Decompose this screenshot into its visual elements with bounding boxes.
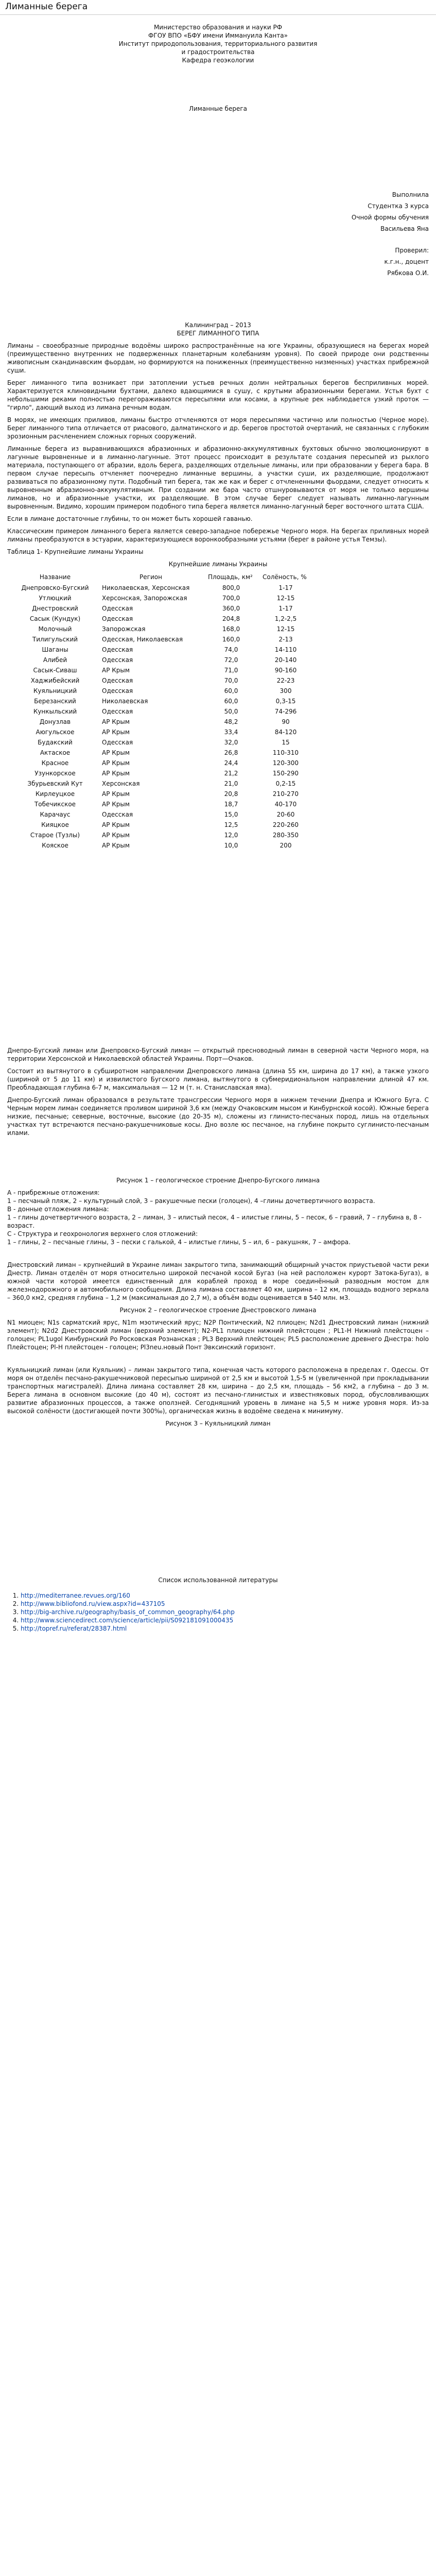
cell-salinity: 210-270 [272, 790, 299, 798]
department-line: Кафедра геоэкологии [182, 57, 254, 64]
cell-name: Донузлав [39, 718, 71, 725]
university-line: ФГОУ ВПО «БФУ имени Иммануила Канта» [148, 32, 288, 39]
cell-area: 12,5 [224, 821, 238, 828]
cell-area: 15,0 [224, 811, 238, 818]
reference-item [21, 1608, 429, 1616]
cell-area: 48,2 [224, 718, 238, 725]
figure-1-caption: Рисунок 1 – геологическое строение Днепро-Бугского лимана [116, 1177, 320, 1184]
cell-area: 74,0 [224, 646, 238, 653]
cell-area: 33,4 [224, 728, 238, 736]
author-form: Очной формы обучения [351, 214, 429, 221]
cell-region: Одесская [102, 677, 133, 684]
cell-name: Узункорское [34, 770, 76, 777]
author-block [7, 189, 429, 234]
cell-name: Хаджибейский [30, 677, 80, 684]
cell-name: Кункыльский [33, 708, 77, 715]
cell-region: Одесская [102, 708, 133, 715]
reviewer-label: Проверил: [395, 247, 429, 254]
cell-salinity: 12-15 [276, 625, 295, 633]
cell-region: АР Крым [102, 749, 130, 756]
cell-name: Красное [41, 759, 69, 767]
cell-region: Одесская [102, 656, 133, 664]
reference-link[interactable]: http://www.sciencedirect.com/science/article/pii/S092181091000435 [21, 1617, 234, 1624]
cell-region: Одесская [102, 739, 133, 746]
cell-name: Шаганы [42, 646, 68, 653]
cell-salinity: 0,3-15 [275, 698, 296, 705]
reference-link[interactable]: http://mediterranee.revues.org/160 [21, 1592, 130, 1599]
table-row [12, 748, 313, 758]
cell-name: Куяльницкий [33, 687, 77, 694]
table-title: Крупнейшие лиманы Украины [168, 561, 268, 568]
author-label: Выполнила [392, 191, 429, 198]
cell-area: 21,2 [224, 770, 238, 777]
cell-name: Кояское [42, 842, 68, 849]
reference-link[interactable]: http://topref.ru/referat/28387.html [21, 1625, 127, 1632]
cell-region: АР Крым [102, 801, 130, 808]
cell-region: АР Крым [102, 728, 130, 736]
cell-name: Сасык (Кундук) [29, 615, 81, 622]
cell-salinity: 300 [280, 687, 292, 694]
cell-region: Одесская, Николаевская [102, 636, 183, 643]
paragraph: Лиманные берега из выравнивающихся абразионных и абразионно-аккумулятивных бухтовых обычно эволюционируют в лагунные выровненные и в лиманно-лагунные. Этот процесс происходит в результате создания пересыпей из рыхлого материала, поступающего от абразии, вдоль берега, разделяющих отдельные лиманы, или при образовании у берега бара. В первом случае пересыпь отчленяет поочередно лиманные вершины, а участки суши, их разделяющие, продолжают развиваться по абразионному пути. Подобный тип берега, так же как и берег с отчлененными фьордами, следует относить к выровненным абразионно-аккумулятивным. При создании же бара часто отшнуровываются от моря не только вершины лиманов, но и абразионные участки, их разделяющие. В этом случае берег следует называть лиманно-лагунным выровненным. Видимо, хорошим примером подобного типа берега является лиманно-лагунный берег восточного штата США. [7, 445, 429, 510]
cell-area: 18,7 [224, 801, 238, 808]
cell-area: 70,0 [224, 677, 238, 684]
cell-region: АР Крым [102, 770, 130, 777]
figure-note: В - донные отложения лимана: [7, 1206, 109, 1213]
cell-region: Николаевская, Херсонская [102, 584, 190, 591]
table-row [12, 614, 313, 624]
table-row [12, 717, 313, 727]
figure-note: 1 – песчаный пляж, 2 – культурный слой, 3 – ракушечные пески (голоцен), 4 –глины дочетвертичного возраста. [7, 1197, 375, 1205]
paragraph: Состоит из вытянутого в субширотном направлении Днепровского лимана (длина 55 км, ширина до 17 км), а также узкого (шириной от 5 до 11 км) и извилистого Бугского лимана, вытянутого в субмеридиональном направлении длиной 47 км. Преобладающая глубина 6-7 м, максимальная — 12 м (т. н. Станиславская яма). [7, 1067, 429, 1091]
figure-1-notes [7, 1189, 429, 1246]
cell-area: 204,8 [222, 615, 240, 622]
cell-area: 800,0 [222, 584, 240, 591]
cell-name: Кирлеуцкое [35, 790, 75, 798]
cell-name: Тилигульский [32, 636, 78, 643]
cell-name: Сасык-Сиваш [33, 667, 77, 674]
table-row [12, 830, 313, 840]
column-header-region: Регион [139, 573, 162, 581]
cell-salinity: 120-300 [272, 759, 299, 767]
table-header-row [12, 571, 313, 583]
table-row [12, 840, 313, 851]
references-list [7, 1591, 429, 1633]
cell-salinity: 1-17 [278, 584, 293, 591]
author-name: Васильева Яна [380, 225, 429, 232]
title-page-header [7, 23, 429, 64]
work-title: Лиманные берега [188, 105, 248, 112]
cell-region: АР Крым [102, 718, 130, 725]
table-row [12, 706, 313, 717]
cell-region: Николаевская [102, 698, 148, 705]
paragraph: Днепро-Бугский лиман или Днепровско-Бугский лиман — открытый пресноводный лиман в северной части Черного моря, на территории Херсонской и Николаевской областей Украины. Порт—Очаков. [7, 1047, 429, 1062]
table-row [12, 686, 313, 696]
cell-salinity: 14-110 [274, 646, 297, 653]
cell-name: Аюгульское [36, 728, 75, 736]
cell-area: 160,0 [222, 636, 240, 643]
reviewer-block [7, 245, 429, 279]
paragraph: Если в лимане достаточные глубины, то он может быть хорошей гаванью. [7, 515, 253, 522]
figure-3-caption: Рисунок 3 – Куяльницкий лиман [165, 1420, 271, 1427]
cell-area: 32,0 [224, 739, 238, 746]
cell-name: Березанский [34, 698, 76, 705]
cell-area: 26,8 [224, 749, 238, 756]
document-page [0, 15, 436, 1633]
reference-item [21, 1591, 429, 1600]
cell-name: Утлюцкий [39, 595, 72, 602]
paragraph: Берег лиманного типа возникает при затоплении устьев речных долин нейтральных берегов бесприливных морей. Характеризуется клиновидными бухтами, далеко вдающимися в сушу, с крутыми абразионными берегами. Устья бухт с небольшими реками полностью перегораживаются пересыпями или косами, а крупные рек наблюдается узкий проток — "гирло", дающий выход из лимана речным водам. [7, 379, 429, 411]
cell-region: Одесская [102, 615, 133, 622]
cell-salinity: 1,2-2,5 [274, 615, 297, 622]
cell-salinity: 110-310 [272, 749, 299, 756]
cell-region: Херсонская, Запорожская [102, 595, 187, 602]
ministry-line: Министерство образования и науки РФ [153, 24, 283, 31]
reference-link[interactable]: http://www.bibliofond.ru/view.aspx?id=437105 [21, 1600, 165, 1607]
cell-region: Одесская [102, 605, 133, 612]
reference-link[interactable]: http://big-archive.ru/geography/basis_of_common_geography/64.php [21, 1608, 235, 1616]
paragraph: Классическим примером лиманного берега является северо-западное побережье Черного моря. На берегах приливных морей лиманы преобразуются в эстуарии, характеризующиеся воронкообразными устьями (берег в районе устья Темзы). [7, 528, 429, 543]
cell-region: Одесская [102, 687, 133, 694]
cell-area: 21,0 [224, 780, 238, 787]
author-course: Студентка 3 курса [368, 202, 429, 210]
figure-2-notes: N1 миоцен; N1s сарматский ярус, N1m мэотический ярус; N2P Понтический, N2 плиоцен; N2d1 Днестровский лиман (нижний элемент); N2d2 Днестровский лиман (верхний элемент); N2-PL1 плиоцен нижний плейстоцен ; PL1-H Нижний плейстоцен – голоцен; PL1ugol Кинбурнский Ро Росковская Рознанская ; PL3 Верхний плейстоцен; PL5 расположение древнего Днестра: holo Плейстоцен; Pl-H плейстоцен - голоцен; Pl3neu.новый Понт Эвксинский горизонт. [7, 1319, 429, 1351]
cell-region: АР Крым [102, 667, 130, 674]
table-row [12, 583, 313, 593]
cell-area: 24,4 [224, 759, 238, 767]
section-title: БЕРЕГ ЛИМАННОГО ТИПА [177, 330, 259, 337]
table-caption: Таблица 1- Крупнейшие лиманы Украины [7, 548, 144, 555]
table-row [12, 665, 313, 675]
table-row [12, 696, 313, 706]
paragraph: В морях, не имеющих приливов, лиманы быстро отчленяются от моря пересыпями частично или полностью (Черное море). Берег лиманного типа отличается от риасового, далматинского и др. берегов простотой очертаний, не связанных с глубоким эрозионным расчленением сложных горных сооружений. [7, 416, 429, 440]
cell-salinity: 0,2-15 [275, 780, 296, 787]
cell-region: АР Крым [102, 821, 130, 828]
cell-salinity: 20-60 [276, 811, 295, 818]
paragraph: Куяльницкий лиман (или Куяльник) – лиман закрытого типа, конечная часть которого расположена в пределах г. Одессы. От моря он отделён песчано-ракушечниковой пересыпью шириной от 2,5 км и высотой 1,5-5 м (увеличенной при прокладывании транспортных магистралей). Длина лимана составляет 28 км, ширина – до 2,5 км, площадь – 56 км2, а глубина – до 3 м. Берега лимана в основном высокие (до 40 м), состоят из песчано-глинистых и известняковых пород, обусловливающих развитие абразионных процессов, а также оползней. Сегодняшний уровень в лимане на 5,5 м ниже уровня моря. Из-за высокой солёности (достигающей почти 300‰), органическая жизнь в водоёме сведена к минимуму. [7, 1366, 429, 1415]
cell-name: Тобечикское [34, 801, 76, 808]
spacer [7, 851, 429, 1046]
cell-salinity: 40-170 [274, 801, 297, 808]
cell-region: Одесская [102, 811, 133, 818]
figure-note: 1 – глины дочетвертичного возраста, 2 – лиман, 3 – илистый песок, 4 – илистые глины, 5 – песок, 6 – гравий, 7 – глубина в, 8 - возраст. [7, 1214, 422, 1229]
table-row [12, 789, 313, 799]
table-row [12, 758, 313, 768]
paragraph: Днепро-Бугский лиман образовался в результате трансгрессии Черного моря в нижнем течении Днепра и Южного Буга. С Черным морем лиман соединяется проливом шириной 3,6 км (между Очаковским мысом и Кинбурнской косой). Южные берега низкие, песчаные; северные, восточные, высокие (до 20-35 м), сложены из глинисто-песчаных пород, лишь на отдельных участках тут встречаются песчано-ракушечниковые косы. Дно возле юс песчаное, на глубине покрыто суглинисто-песчаным илами. [7, 1096, 429, 1137]
table-row [12, 820, 313, 830]
cell-name: Кияцкое [41, 821, 69, 828]
table-row [12, 655, 313, 665]
reference-item [21, 1600, 429, 1608]
table-row [12, 624, 313, 634]
figure-note: А - прибрежные отложения: [7, 1189, 100, 1196]
reference-item [21, 1616, 429, 1624]
cell-area: 168,0 [222, 625, 240, 633]
cell-area: 700,0 [222, 595, 240, 602]
cell-salinity: 280-350 [272, 832, 299, 839]
cell-area: 72,0 [224, 656, 238, 664]
cell-name: Старое (Тузлы) [30, 832, 80, 839]
table-row [12, 593, 313, 603]
cell-area: 60,0 [224, 698, 238, 705]
institute-line: Институт природопользования, территориального развития [118, 40, 318, 47]
cell-salinity: 20-140 [274, 656, 297, 664]
limans-table [12, 571, 313, 851]
table-row [12, 768, 313, 778]
table-body [12, 583, 313, 851]
figure-note: С - Структура и геохронология верхнего слоя отложений: [7, 1230, 198, 1238]
cell-salinity: 74-296 [274, 708, 297, 715]
cell-name: Будакский [38, 739, 73, 746]
column-header-salinity: Солёность, % [263, 573, 307, 581]
paragraph: Днестровский лиман – крупнейший в Украине лиман закрытого типа, занимающий общирный участок приустьевой части реки Днестр. Лиман отделён от моря относительно широкой песчаной косой Бугаз (на ней расположен курорт Затока-Бугаз), в южной части которой имеется единственный для кораблей проход в море соединённый разводным мостом для железнодорожного и автомобильного сообщения. Длина лимана составляет 40 км, ширина – 12 км, площадь водного зеркала – 360,0 км2, средняя глубина – 1,2 м (максимальная до 2,7 м), а объём воды оценивается в 540 млн. м3. [7, 1261, 429, 1301]
cell-salinity: 1-17 [278, 605, 293, 612]
cell-region: АР Крым [102, 832, 130, 839]
paragraph: Лиманы – своеобразные природные водоёмы широко распространённые на юге Украины, образующиеся на берегах морей (преимущественно внутренних не подверженных планетарным колебаниям уровня). По своей природе они родственны живописным скандинавским фьордам, но формируются на пониженных (преимущественно низменных) участках прибрежной суши. [7, 342, 429, 374]
table-row [12, 727, 313, 737]
reviewer-name: Рябкова О.И. [387, 269, 429, 277]
city-year: Калининград – 2013 [185, 321, 251, 329]
figure-2-caption: Рисунок 2 – геологическое строение Днестровского лимана [119, 1307, 317, 1314]
table-row [12, 634, 313, 645]
cell-salinity: 200 [280, 842, 292, 849]
cell-salinity: 220-260 [272, 821, 299, 828]
cell-salinity: 84-120 [274, 728, 297, 736]
cell-area: 360,0 [222, 605, 240, 612]
reviewer-degree: к.г.н., доцент [384, 258, 429, 265]
column-header-name: Название [39, 573, 71, 581]
column-header-area: Площадь, км² [208, 573, 253, 581]
cell-region: АР Крым [102, 842, 130, 849]
cell-area: 20,8 [224, 790, 238, 798]
cell-region: Запорожская [102, 625, 146, 633]
cell-region: Херсонская [102, 780, 140, 787]
table-row [12, 809, 313, 820]
table-row [12, 799, 313, 809]
table-row [12, 737, 313, 748]
cell-name: Актаское [40, 749, 71, 756]
table-row [12, 645, 313, 655]
cell-region: АР Крым [102, 759, 130, 767]
cell-name: Днепровско-Бугский [21, 584, 89, 591]
cell-name: Алибей [43, 656, 67, 664]
cell-region: Одесская [102, 646, 133, 653]
window-title: Лиманные берега [0, 0, 436, 15]
cell-salinity: 90 [282, 718, 290, 725]
references-title: Список использованной литературы [158, 1577, 278, 1584]
cell-salinity: 22-23 [276, 677, 295, 684]
table-row [12, 778, 313, 789]
figure-note: 1 – глины, 2 – песчаные глины, 3 – пески с галькой, 4 – илистые глины, 5 – ил, 6 – ракушняк, 7 – амфора. [7, 1239, 351, 1246]
cell-salinity: 2-13 [278, 636, 293, 643]
cell-salinity: 90-160 [274, 667, 297, 674]
cell-area: 50,0 [224, 708, 238, 715]
cell-salinity: 15 [282, 739, 290, 746]
cell-region: АР Крым [102, 790, 130, 798]
cell-name: Днестровский [32, 605, 78, 612]
table-row [12, 603, 313, 614]
cell-salinity: 150-290 [272, 770, 299, 777]
cell-area: 60,0 [224, 687, 238, 694]
cell-name: Молочный [38, 625, 72, 633]
cell-name: Карачаус [40, 811, 71, 818]
institute-line-2: и градостроительства [181, 48, 255, 56]
cell-area: 71,0 [224, 667, 238, 674]
cell-salinity: 12-15 [276, 595, 295, 602]
cell-area: 12,0 [224, 832, 238, 839]
cell-area: 10,0 [224, 842, 238, 849]
cell-name: Збурьевский Кут [27, 780, 83, 787]
reference-item [21, 1624, 429, 1633]
table-row [12, 675, 313, 686]
